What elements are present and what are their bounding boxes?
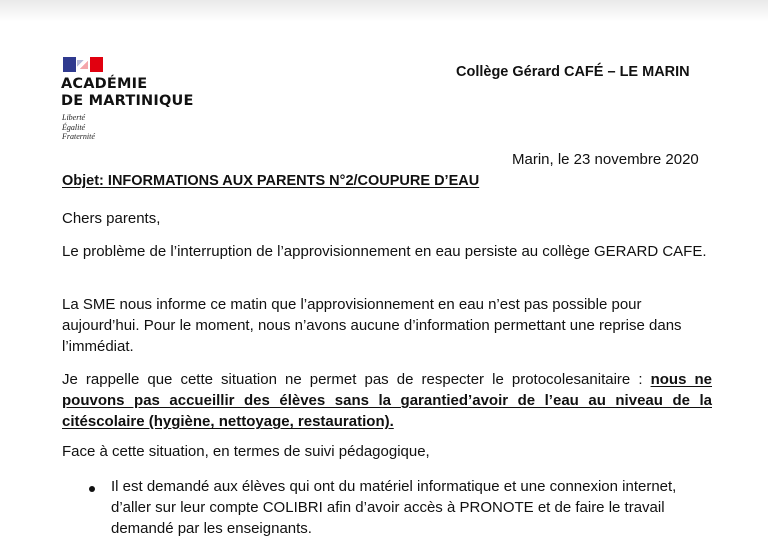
flag-blue-band [63,57,76,72]
college-name: Collège Gérard CAFÉ – LE MARIN [456,64,690,80]
academy-line-2: DE MARTINIQUE [61,93,194,109]
academy-logo-text [61,76,194,110]
paragraph-pedagogical-follow-up: Face à cette situation, en termes de suivi pédagogique, [62,443,430,460]
motto-egalite: Égalité [62,122,86,132]
protocol-emphasis: nous ne pouvons pas accueillir des élèves sans la garantied’avoir de l’eau au niveau de la citéscolaire (hygiène, nettoyage, restauration). [62,371,712,430]
academy-line-1: ACADÉMIE [61,76,148,92]
letter-subject: Objet: INFORMATIONS AUX PARENTS N°2/COUPURE D’EAU [62,173,480,189]
flag-red-band [90,57,103,72]
letter-date: Marin, le 23 novembre 2020 [512,151,699,168]
greeting: Chers parents, [62,210,161,227]
paragraph-sanitary-protocol [62,369,712,432]
protocol-text: Je rappelle que cette situation ne permet pas de respecter le protocolesanitaire : [62,371,651,388]
list-item: Il est demandé aux élèves qui ont du matériel informatique et une connexion internet, d’aller sur leur compte COLIBRI afin d’avoir accès à PRONOTE et de faire le travail demandé par les enseignants. [111,478,677,537]
motto-liberte: Liberté [62,113,86,122]
republic-motto [62,113,95,142]
paragraph-sme-info: La SME nous informe ce matin que l’approvisionnement en eau n’est pas possible pour aujourd’hui. Pour le moment, nous n’avons aucune d’information permettant une reprise dans l’immédiat. [62,296,682,355]
french-flag-logo [63,57,103,72]
motto-fraternite: Fraternité [62,132,95,141]
bullet-icon [89,486,95,492]
paragraph-water-interruption: Le problème de l’interruption de l’approvisionnement en eau persiste au collège GERARD CAFE. [62,243,707,260]
flag-white-band [76,57,90,72]
